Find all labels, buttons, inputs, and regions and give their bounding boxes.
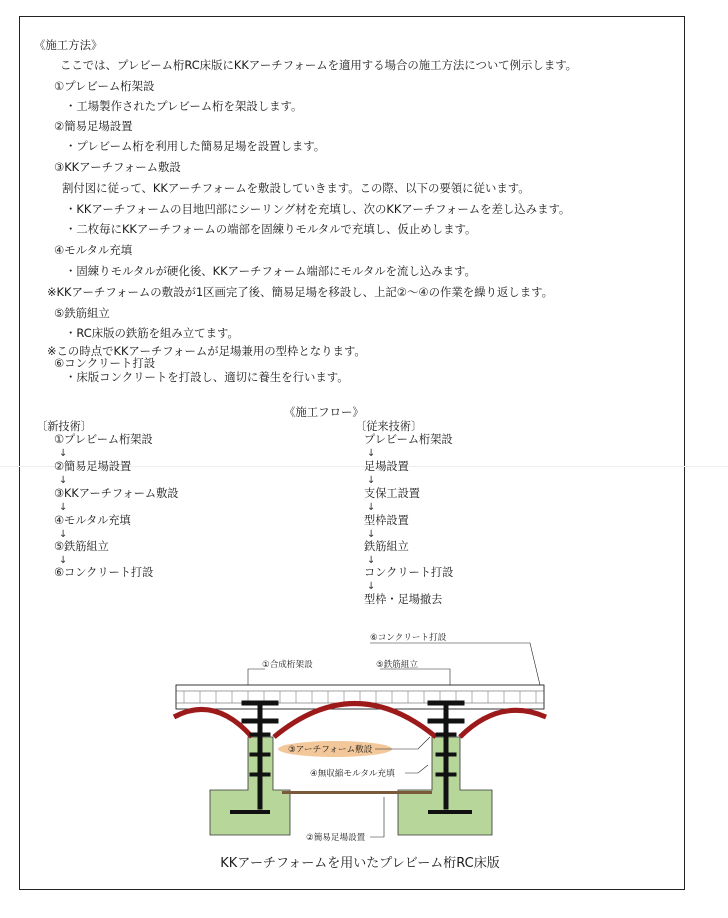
old-step-3: 支保工設置	[364, 487, 420, 500]
step4-body: ・固練りモルタルが硬化後、KKアーチフォーム端部にモルタルを流し込みます。	[65, 264, 476, 278]
label-concrete: ⑥コンクリート打設	[370, 633, 447, 643]
figure-caption: KKアーチフォームを用いたプレビーム桁RC床版	[220, 856, 500, 871]
down-arrow-icon: ↓	[59, 475, 68, 486]
right-base-plate	[428, 810, 472, 814]
new-step-5: ⑤鉄筋組立	[54, 540, 109, 553]
new-step-2: ②簡易足場設置	[54, 460, 132, 473]
label-mortar: ④無収縮モルタル充填	[310, 769, 395, 779]
new-tech-header: 〔新技術〕	[36, 420, 92, 433]
down-arrow-icon: ↓	[367, 581, 376, 592]
step3-title: ③KKアーチフォーム敷設	[54, 160, 181, 174]
old-step-4: 型枠設置	[364, 514, 409, 527]
down-arrow-icon: ↓	[367, 555, 376, 566]
label-girder: ①合成桁架設	[262, 660, 313, 670]
down-arrow-icon: ↓	[59, 529, 68, 540]
step3-body-2: ・KKアーチフォームの目地凹部にシーリング材を充填し、次のKKアーチフォームを差し込みます。	[65, 202, 571, 216]
new-step-3: ③KKアーチフォーム敷設	[54, 487, 179, 500]
note-formwork: ※この時点でKKアーチフォームが足場兼用の型枠となります。	[47, 344, 366, 358]
down-arrow-icon: ↓	[367, 475, 376, 486]
old-step-6: コンクリート打設	[364, 566, 454, 579]
step2-body: ・プレビーム桁を利用した簡易足場を設置します。	[65, 139, 326, 153]
old-tech-header: 〔従来技術〕	[355, 420, 423, 433]
step2-title: ②簡易足場設置	[54, 119, 133, 133]
old-step-1: プレビーム桁架設	[364, 433, 453, 446]
step5-body: ・RC床版の鉄筋を組み立てます。	[65, 326, 239, 340]
label-archform: ③アーチフォーム敷設	[288, 745, 373, 755]
down-arrow-icon: ↓	[59, 555, 68, 566]
label-rebar: ⑤鉄筋組立	[376, 660, 419, 670]
new-step-6: ⑥コンクリート打設	[54, 566, 154, 579]
old-step-7: 型枠・足場撤去	[364, 593, 443, 606]
step6-body: ・床版コンクリートを打設し、適切に養生を行います。	[65, 370, 349, 384]
new-step-4: ④モルタル充填	[54, 514, 131, 527]
left-pier	[210, 737, 290, 835]
method-intro: ここでは、プレビーム桁RC床版にKKアーチフォームを適用する場合の施工方法について例示します。	[60, 58, 578, 72]
bridge-section-diagram	[170, 625, 550, 875]
down-arrow-icon: ↓	[59, 502, 68, 513]
step1-body: ・工場製作されたプレビーム桁を架設します。	[65, 99, 303, 113]
step4-title: ④モルタル充填	[54, 243, 133, 257]
step6-title: ⑥コンクリート打設	[54, 356, 156, 370]
method-heading: 《施工方法》	[34, 38, 103, 52]
right-arch-form	[460, 710, 546, 737]
flow-heading: 《施工フロー》	[284, 405, 364, 419]
step1-title: ①プレビーム桁架設	[54, 79, 155, 93]
old-step-2: 足場設置	[364, 460, 409, 473]
down-arrow-icon: ↓	[59, 448, 68, 459]
down-arrow-icon: ↓	[367, 448, 376, 459]
step3-body-1: 割付図に従って、KKアーチフォームを敷設していきます。この際、以下の要領に従います。	[62, 181, 530, 195]
left-arch-form	[174, 709, 252, 737]
left-base-plate	[230, 810, 270, 814]
note-repeat: ※KKアーチフォームの敷設が1区画完了後、簡易足場を移設し、上記②～④の作業を繰り返します。	[47, 285, 553, 299]
step3-body-3: ・二枚毎にKKアーチフォームの端部を固練りモルタルで充填し、仮止めします。	[65, 222, 477, 236]
new-step-1: ①プレビーム桁架設	[54, 433, 153, 446]
old-step-5: 鉄筋組立	[364, 540, 409, 553]
down-arrow-icon: ↓	[367, 529, 376, 540]
label-scaffold: ②簡易足場設置	[306, 833, 366, 843]
down-arrow-icon: ↓	[367, 502, 376, 513]
step5-title: ⑤鉄筋組立	[54, 306, 110, 320]
scaffold-plank	[282, 791, 432, 794]
